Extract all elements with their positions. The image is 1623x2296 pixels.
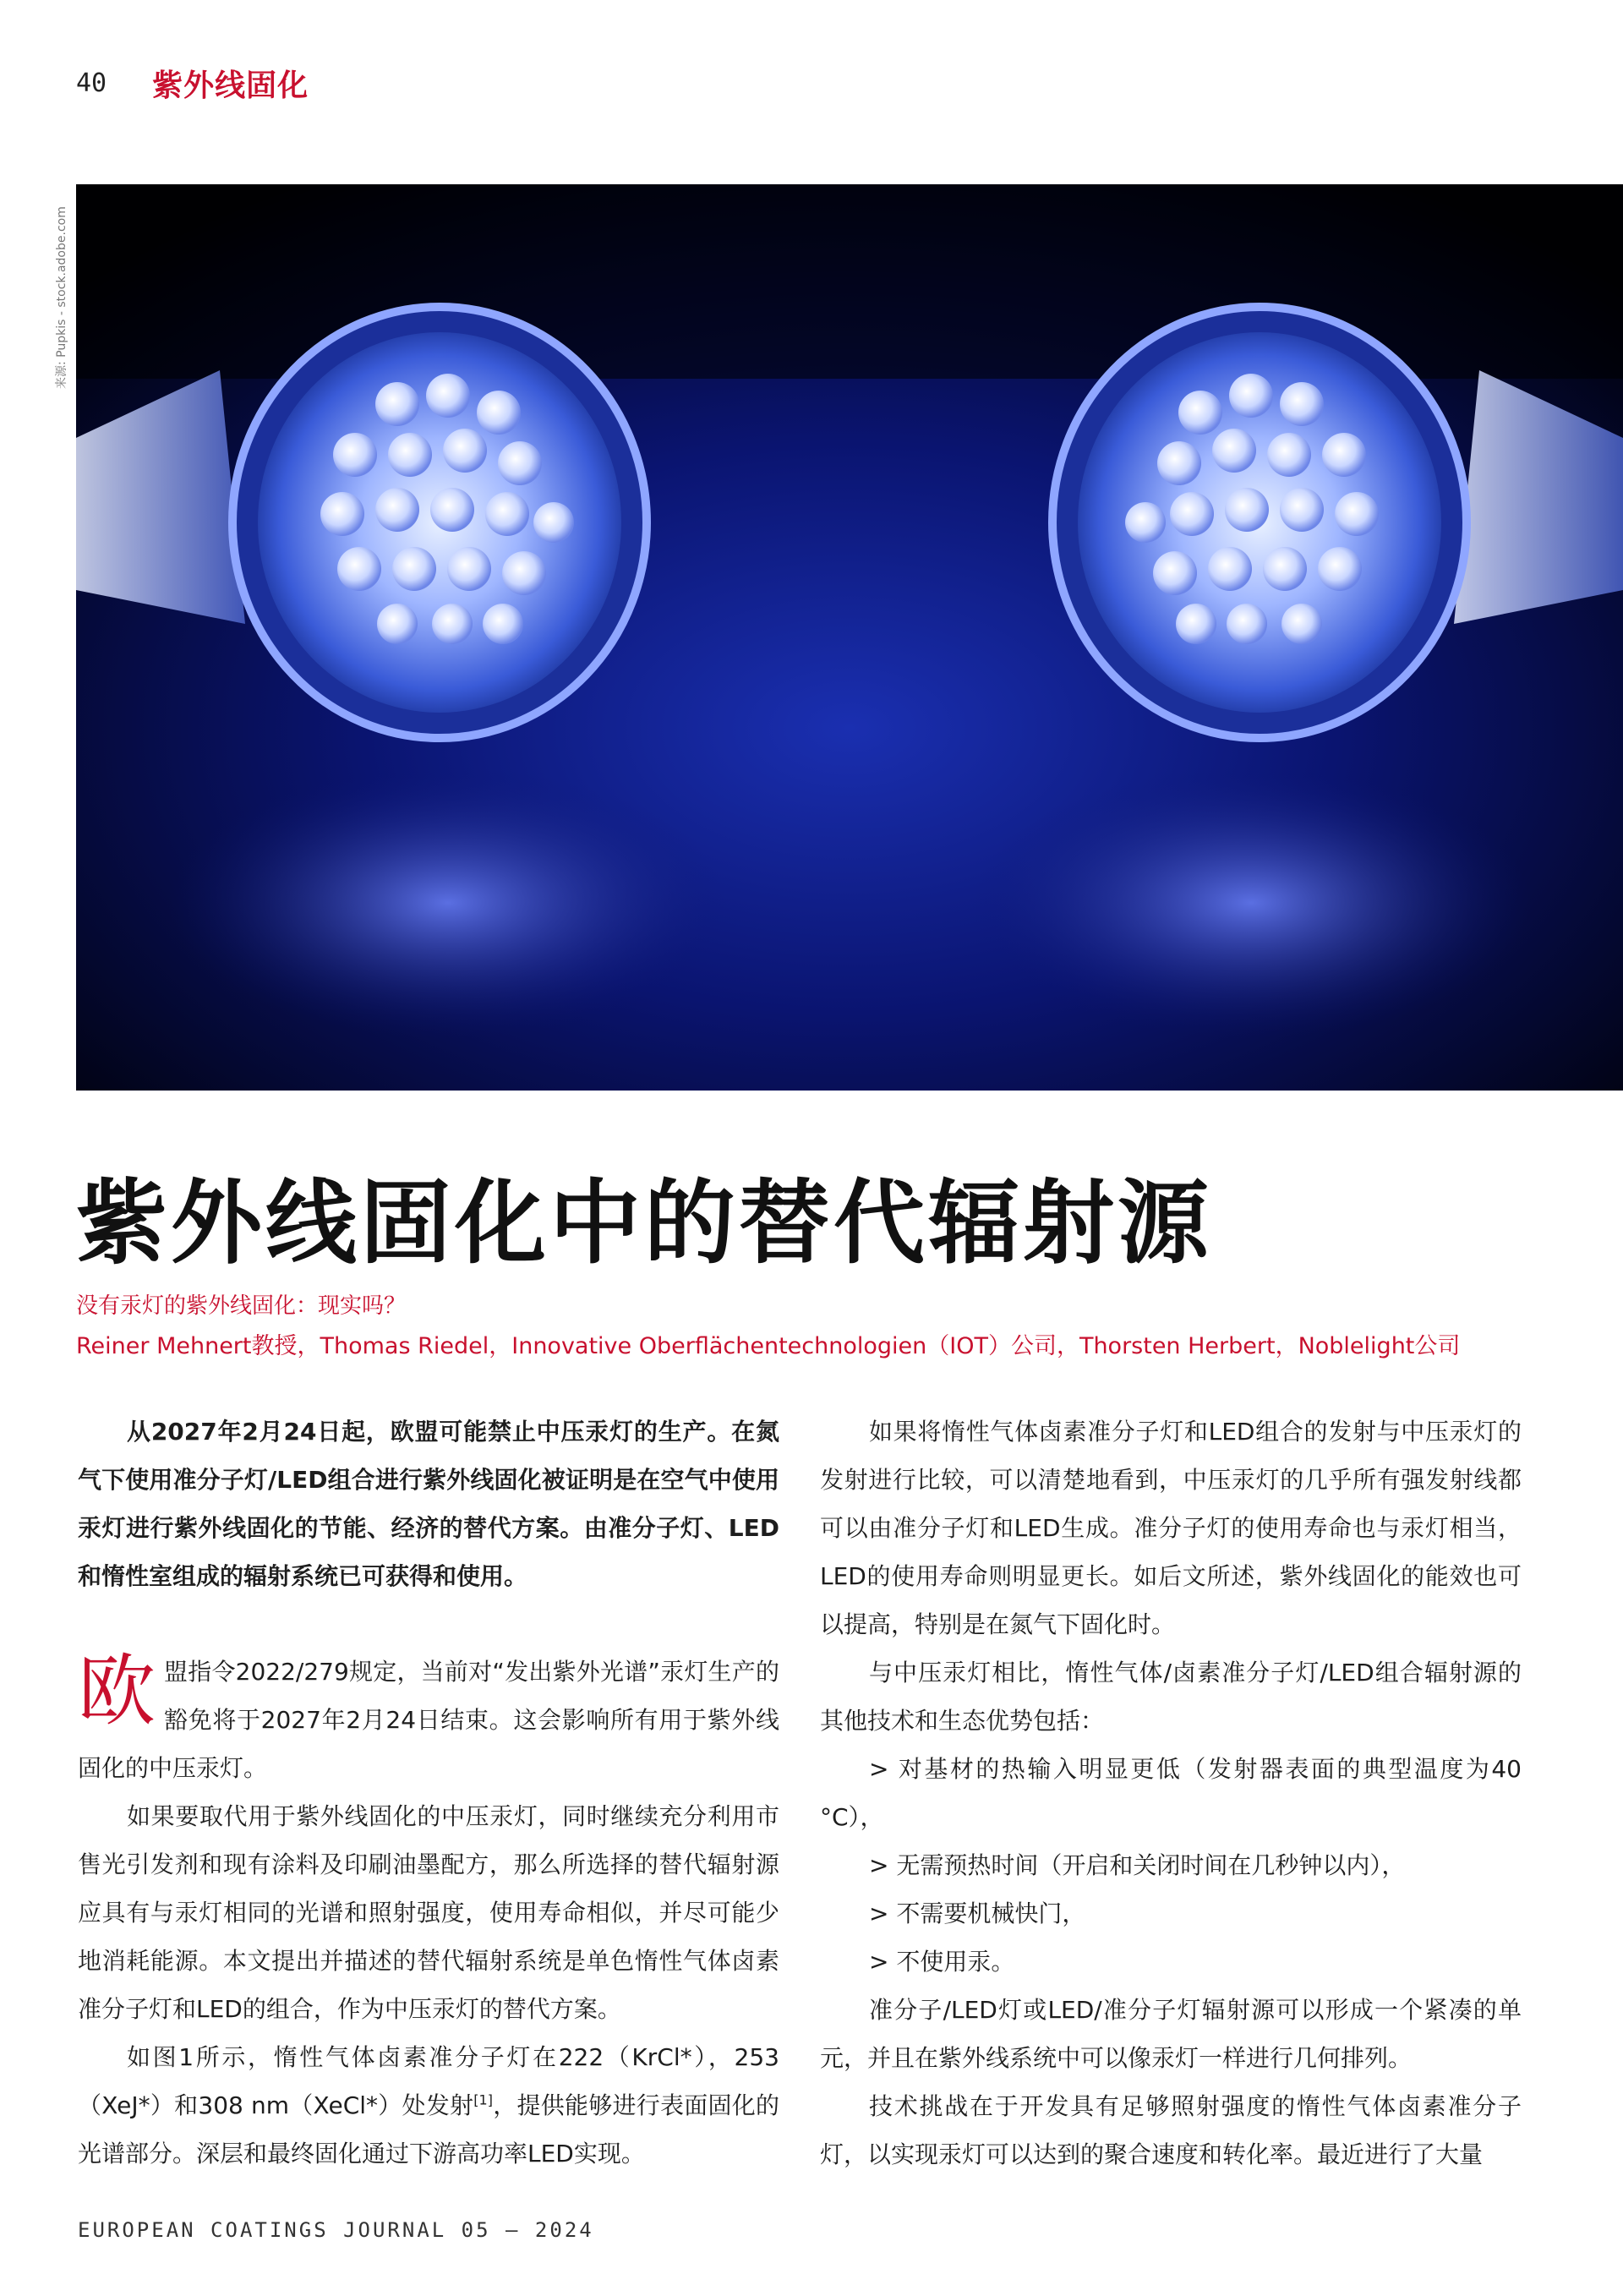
body-paragraph: 如果要取代用于紫外线固化的中压汞灯，同时继续充分利用市售光引发剂和现有涂料及印刷油墨配方，那么所选择的替代辐射源应具有与汞灯相同的光谱和照射强度，使用寿命相似，并尽可能少地消耗能源。本文提出并描述的替代辐射系统是单色惰性气体卤素准分子灯和LED的组合，作为中压汞灯的替代方案。 xyxy=(78,1802,779,2023)
paragraph-text: ，提供能够进行表面固化的光谱部分。深层和最终固化通过下游高功率LED实现。 xyxy=(78,2091,779,2168)
bullet-item: > 无需预热时间（开启和关闭时间在几秒钟以内）， xyxy=(869,1851,1406,1879)
body-paragraph xyxy=(78,1648,779,1792)
page-header xyxy=(76,57,309,108)
hero-image xyxy=(76,184,1623,1091)
body-paragraph: 准分子/LED灯或LED/准分子灯辐射源可以形成一个紧凑的单元，并且在紫外线系统中可以像汞灯一样进行几何排列。 xyxy=(820,1996,1522,2072)
led-lamps-illustration xyxy=(76,184,1623,1091)
bullet-item: > 对基材的热输入明显更低（发射器表面的典型温度为40 °C）， xyxy=(820,1755,1522,1831)
journal-footer: EUROPEAN COATINGS JOURNAL 05 – 2024 xyxy=(78,2218,594,2242)
paragraph-text: 盟指令2022/279规定，当前对“发出紫外光谱”汞灯生产的豁免将于2027年2月24日结束。这会影响所有用于紫外线固化的中压汞灯。 xyxy=(78,1658,779,1782)
reference-marker: [1] xyxy=(473,2091,493,2108)
page-number: 40 xyxy=(76,68,107,98)
section-title: 紫外线固化 xyxy=(152,68,309,103)
body-paragraph: 如果将惰性气体卤素准分子灯和LED组合的发射与中压汞灯的发射进行比较，可以清楚地看到，中压汞灯的几乎所有强发射线都可以由准分子灯和LED生成。准分子灯的使用寿命也与汞灯相当，LED的使用寿命则明显更长。如后文所述，紫外线固化的能效也可以提高，特别是在氮气下固化时。 xyxy=(820,1418,1522,1638)
article-authors: Reiner Mehnert教授，Thomas Riedel，Innovative Oberflächentechnologien（IOT）公司，Thorsten Herbert，Noblelight公司 xyxy=(76,1333,1461,1359)
bullet-item: > 不使用汞。 xyxy=(869,1948,1015,1976)
article-subtitle: 没有汞灯的紫外线固化：现实吗？ xyxy=(76,1293,407,1319)
left-column xyxy=(78,1408,779,2178)
paragraph-text: 如图1所示，惰性气体卤素准分子灯在222（KrCl*），253（XeJ*）和308 nm（XeCl*）处发射 xyxy=(78,2043,779,2119)
drop-cap: 欧 xyxy=(78,1646,156,1736)
body-paragraph: 与中压汞灯相比，惰性气体/卤素准分子灯/LED组合辐射源的其他技术和生态优势包括： xyxy=(820,1659,1522,1735)
body-paragraph: 技术挑战在于开发具有足够照射强度的惰性气体卤素准分子灯，以实现汞灯可以达到的聚合速度和转化率。最近进行了大量 xyxy=(820,2092,1522,2168)
body-paragraph xyxy=(78,2033,779,2178)
article-title: 紫外线固化中的替代辐射源 xyxy=(76,1171,1213,1276)
image-credit: 来源: Pupkis - stock.adobe.com xyxy=(55,206,68,389)
right-column xyxy=(820,1408,1522,2178)
lead-paragraph: 从2027年2月24日起，欧盟可能禁止中压汞灯的生产。在氮气下使用准分子灯/LED组合进行紫外线固化被证明是在空气中使用汞灯进行紫外线固化的节能、经济的替代方案。由准分子灯、LED和惰性室组成的辐射系统已可获得和使用。 xyxy=(78,1418,779,1590)
bullet-item: > 不需要机械快门， xyxy=(869,1900,1086,1927)
image-credit-wrapper xyxy=(54,186,73,389)
